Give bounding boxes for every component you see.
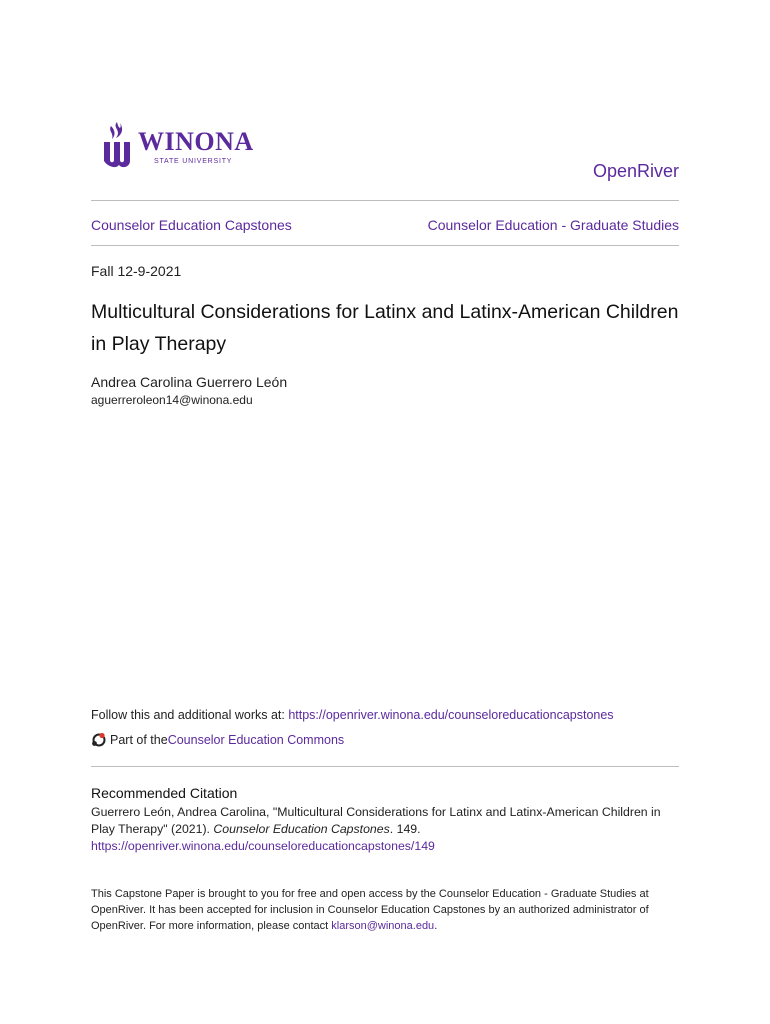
access-notice	[91, 886, 681, 934]
recommended-citation-heading: Recommended Citation	[91, 785, 238, 801]
graduate-studies-link[interactable]: Counselor Education - Graduate Studies	[427, 217, 679, 233]
winona-logo	[102, 120, 252, 172]
winona-torch-logo-icon	[102, 120, 136, 170]
collection-url-link[interactable]: https://openriver.winona.edu/counseloreducationcapstones	[288, 708, 614, 722]
logo-subtitle: STATE UNIVERSITY	[154, 158, 233, 165]
part-of-prefix: Part of the	[110, 733, 168, 747]
divider	[91, 245, 679, 246]
commons-network-icon	[91, 732, 107, 748]
author-name: Andrea Carolina Guerrero León	[91, 374, 288, 390]
citation-series: Counselor Education Capstones	[213, 822, 390, 836]
citation-body: Guerrero León, Andrea Carolina, "Multicultural Considerations for Latinx and Latinx-American Children in Play Therapy" (2021).	[91, 805, 661, 836]
contact-email-link[interactable]: klarson@winona.edu	[331, 920, 435, 932]
divider	[91, 766, 679, 767]
follow-prefix: Follow this and additional works at:	[91, 708, 289, 722]
access-notice-text: This Capstone Paper is brought to you for free and open access by the Counselor Education - Graduate Studies at OpenRiver. It has been accepted for inclusion in Counselor Education Capstones by an authorized administrator of OpenRiver. For more information, please contact	[91, 888, 649, 932]
citation-url-link[interactable]: https://openriver.winona.edu/counseloreducationcapstones/149	[91, 839, 435, 853]
access-notice-end: .	[434, 920, 438, 932]
divider	[91, 200, 679, 201]
part-of-line	[91, 731, 344, 749]
document-title: Multicultural Considerations for Latinx and Latinx-American Children in Play Therapy	[91, 301, 679, 355]
repository-name[interactable]: OpenRiver	[592, 161, 679, 181]
publication-date: Fall 12-9-2021	[91, 263, 182, 279]
citation-number: . 149.	[389, 822, 421, 836]
follow-line	[91, 707, 614, 723]
counselor-education-commons-link[interactable]: Counselor Education Commons	[167, 733, 345, 747]
logo-wordmark: WINONA	[138, 127, 254, 156]
author-email: aguerreroleon14@winona.edu	[91, 393, 253, 407]
counselor-education-capstones-link[interactable]: Counselor Education Capstones	[91, 217, 292, 233]
citation-text	[91, 804, 679, 855]
